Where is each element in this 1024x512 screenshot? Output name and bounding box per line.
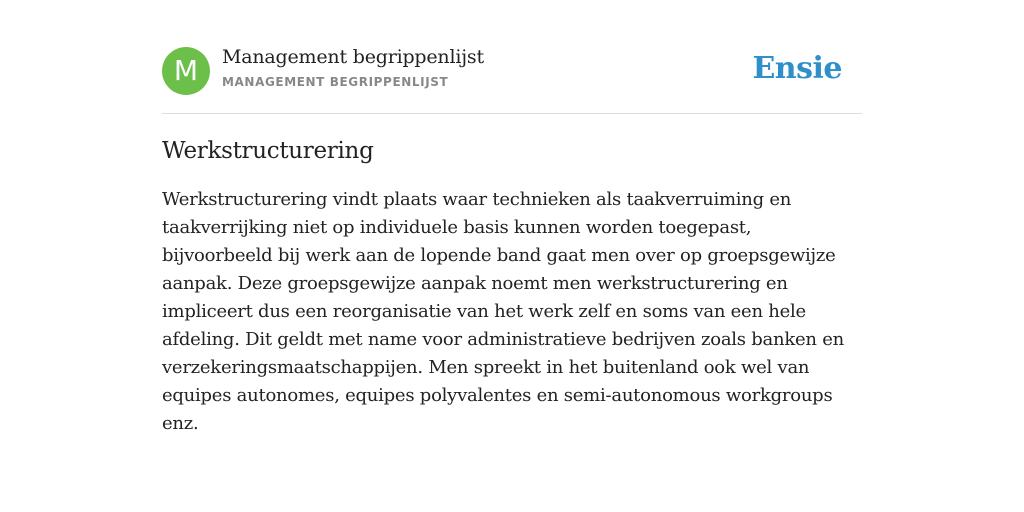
site-subtitle: MANAGEMENT BEGRIPPENLIJST (222, 75, 449, 89)
avatar[interactable]: M (162, 47, 210, 95)
ensie-logo[interactable]: Ensie (752, 51, 842, 86)
term-card (162, 46, 862, 438)
site-name-link[interactable]: Management begrippenlijst (222, 46, 484, 68)
card-header (162, 46, 862, 114)
term-title: Werkstructurering (162, 138, 374, 164)
term-definition: Werkstructurering vindt plaats waar technieken als taakverruiming en taakverrijking niet op individuele basis kunnen worden toegepast, bijvoorbeeld bij werk aan de lopende band gaat men over op groepsgewijze aanpak. Deze groepsgewijze aanpak noemt men werkstructurering en impliceert dus een reorganisatie van het werk zelf en soms van een hele afdeling. Dit geldt met name voor administratieve bedrijven zoals banken en verzekeringsmaatschappijen. Men spreekt in het buitenland ook wel van equipes autonomes, equipes polyvalentes en semi-autonomous workgroups enz. (162, 189, 844, 434)
